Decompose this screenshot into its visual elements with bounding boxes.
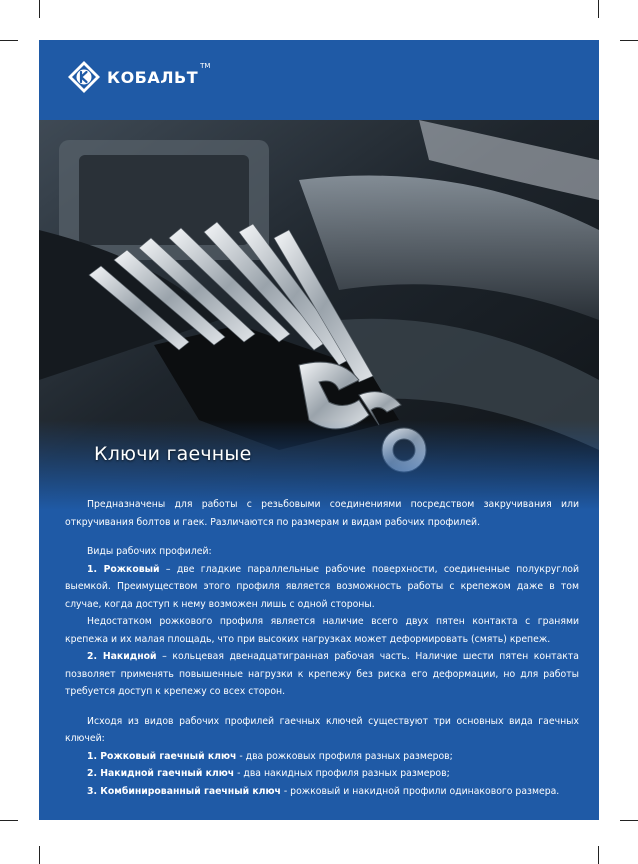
crop-mark <box>620 820 638 821</box>
wrench-kind-item <box>65 783 579 801</box>
catalog-page <box>39 40 599 820</box>
wrench-kind-label: 3. Комбинированный гаечный ключ <box>87 785 281 797</box>
profile-type-label: 1. Рожковый <box>87 563 160 575</box>
profile-type-ring <box>65 648 579 701</box>
wrench-kind-item <box>65 765 579 783</box>
wrench-kind-description: - два накидных профиля разных размеров; <box>234 768 450 779</box>
crop-mark <box>39 846 40 864</box>
crop-mark <box>0 820 18 821</box>
wrench-kind-label: 2. Накидной гаечный ключ <box>87 768 235 779</box>
brand-logo-icon <box>67 60 101 94</box>
wrench-kind-description: - рожковый и накидной профили одинакового размера. <box>280 785 560 797</box>
intro-paragraph: Предназначены для работы с резьбовыми соединениями посредством закручивания или откручивания болтов и гаек. Различаются по размерам и видам рабочих профилей. <box>65 499 579 528</box>
trademark-mark: TM <box>200 62 211 70</box>
profile-types-heading: Виды рабочих профилей: <box>87 546 212 557</box>
crop-mark <box>39 0 40 18</box>
brand-name: КОБАЛЬТ <box>107 67 199 87</box>
wrench-kind-description: - два рожковых профиля разных размеров; <box>236 750 453 762</box>
crop-mark <box>598 0 599 18</box>
section-title: Ключи гаечные <box>94 443 252 465</box>
profile-type-label: 2. Накидной <box>87 651 157 662</box>
profile-type-open-end <box>65 561 579 614</box>
wrench-kinds-intro: Исходя из видов рабочих профилей гаечных ключей существуют три основных вида гаечных ключей: <box>65 715 579 744</box>
profile-type-open-end-drawback: Недостатком рожкового профиля является наличие всего двух пятен контакта с гранями крепежа и их малая площадь, что при высоких нагрузках может деформировать (смять) крепеж. <box>65 616 579 645</box>
wrench-kind-label: 1. Рожковый гаечный ключ <box>87 750 237 762</box>
crop-mark <box>598 846 599 864</box>
description-text <box>65 496 579 800</box>
crop-mark <box>0 40 18 41</box>
brand-logo <box>67 60 210 94</box>
crop-mark <box>620 40 638 41</box>
profile-type-description: – две гладкие параллельные рабочие поверхности, соединенные полукруглой выемкой. Преимуществом этого профиля является возможность работы с крепежом даже в том случае, когда доступ к нему возможен лишь с одной стороны. <box>65 563 579 610</box>
profile-type-description: – кольцевая двенадцатигранная рабочая часть. Наличие шести пятен контакта позволяет применять повышенные нагрузки к крепежу без риска его деформации, но для работы требуется доступ к крепежу со всех сторон. <box>65 651 579 697</box>
wrench-kind-item <box>65 748 579 766</box>
